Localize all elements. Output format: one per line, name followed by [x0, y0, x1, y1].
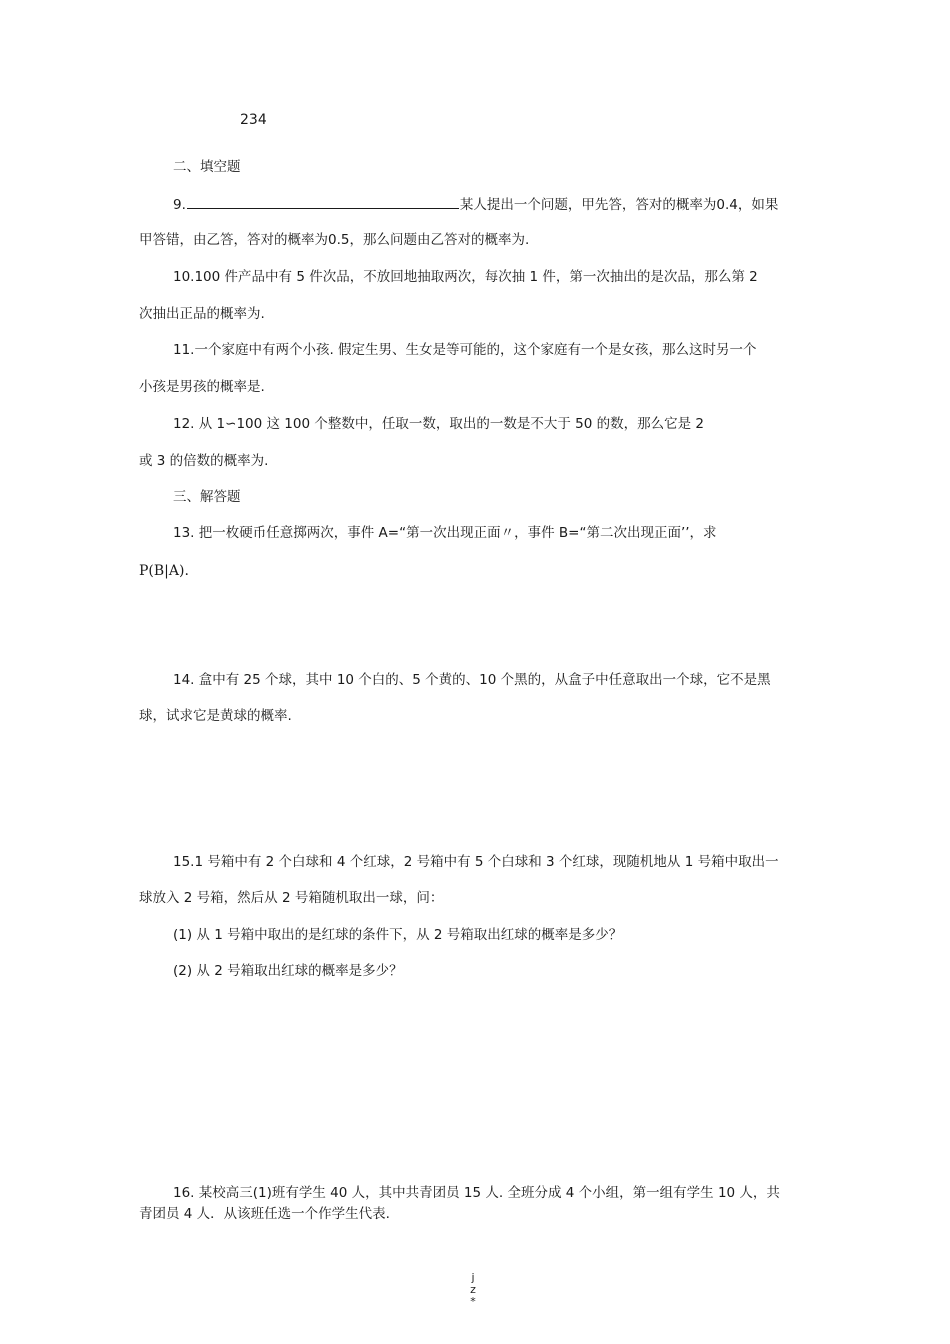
question-13-line-2: P(B|A). — [139, 563, 189, 579]
question-15-sub-2: (2) 从 2 号箱取出红球的概率是多少？ — [173, 963, 403, 979]
footer-char: z — [470, 1283, 476, 1296]
question-16-line-1: 16. 某校高三(1)班有学生 40 人，其中共青团员 15 人. 全班分成 4 个小组，第一组有学生 10 人，共 — [173, 1185, 780, 1201]
section-heading-fill-blank: 二、填空题 — [173, 159, 241, 175]
question-16-line-2: 青团员 4 人．从该班任选一个作学生代表. — [139, 1206, 390, 1222]
question-9-line-1 — [173, 194, 778, 215]
question-12-line-2: 或 3 的倍数的概率为. — [139, 453, 269, 469]
question-14-line-1: 14. 盒中有 25 个球，其中 10 个白的、5 个黄的、10 个黑的，从盒子中任意取出一个球，它不是黑 — [173, 672, 771, 688]
question-10-line-2: 次抽出正品的概率为. — [139, 306, 265, 322]
question-15-line-2: 球放入 2 号箱，然后从 2 号箱随机取出一球，问： — [139, 890, 444, 906]
question-9-text: 某人提出一个问题，甲先答，答对的概率为0.4，如果 — [459, 197, 779, 213]
page-footer-mark — [466, 1272, 480, 1308]
question-15-line-1: 15.1 号箱中有 2 个白球和 4 个红球，2 号箱中有 5 个白球和 3 个红球，现随机地从 1 号箱中取出一 — [173, 854, 779, 870]
question-9-number: 9. — [173, 197, 186, 213]
section-heading-solve: 三、解答题 — [173, 489, 241, 505]
answer-blank — [187, 194, 459, 209]
question-9-line-2: 甲答错，由乙答，答对的概率为0.5，那么问题由乙答对的概率为. — [139, 232, 530, 248]
question-13-line-1: 13. 把一枚硬币任意掷两次，事件 A=“第一次出现正面〃，事件 B=“第二次出现正面’’，求 — [173, 525, 717, 541]
footer-char: j — [471, 1271, 475, 1284]
page-number-top: 234 — [240, 112, 267, 128]
question-11-line-1: 11.一个家庭中有两个小孩. 假定生男、生女是等可能的，这个家庭有一个是女孩，那么这时另一个 — [173, 342, 757, 358]
footer-char: * — [470, 1295, 476, 1308]
question-14-line-2: 球，试求它是黄球的概率. — [139, 708, 292, 724]
question-10-line-1: 10.100 件产品中有 5 件次品，不放回地抽取两次，每次抽 1 件，第一次抽出的是次品，那么第 2 — [173, 269, 758, 285]
question-15-sub-1: (1) 从 1 号箱中取出的是红球的条件下，从 2 号箱取出红球的概率是多少？ — [173, 927, 623, 943]
question-12-line-1: 12. 从 1∽100 这 100 个整数中，任取一数，取出的一数是不大于 50 的数，那么它是 2 — [173, 416, 705, 432]
question-11-line-2: 小孩是男孩的概率是. — [139, 379, 265, 395]
